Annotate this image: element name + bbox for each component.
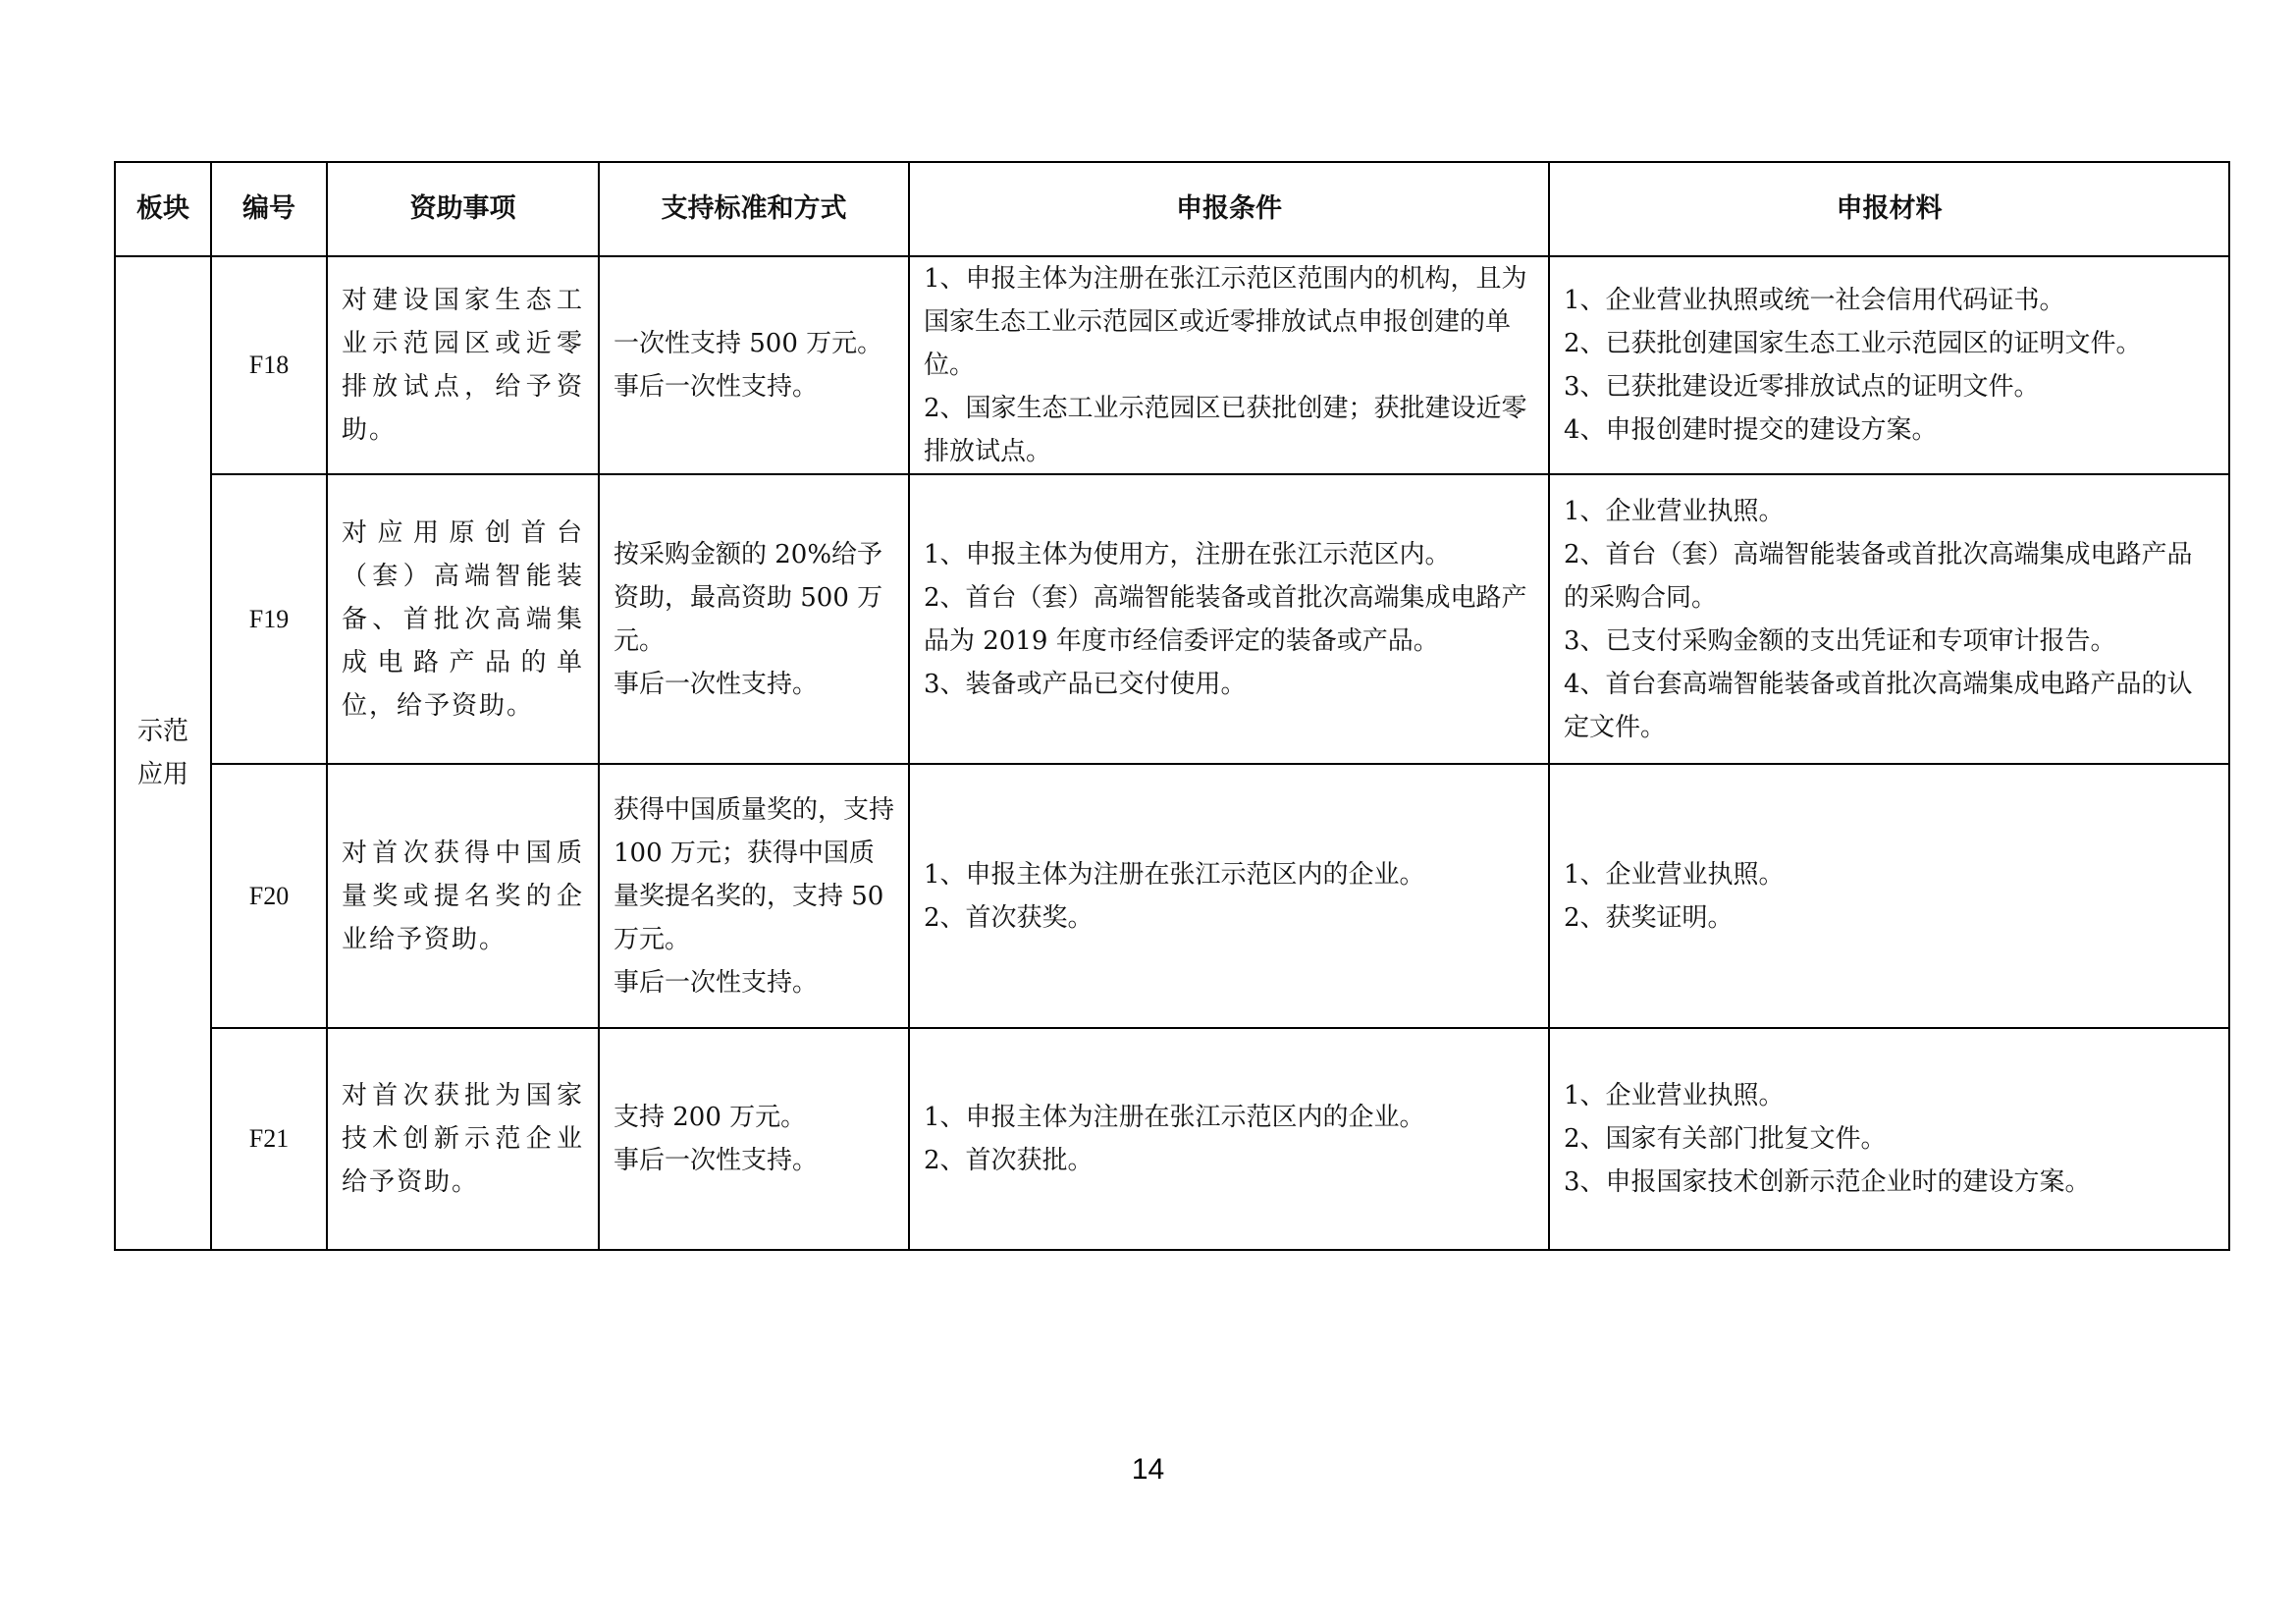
table-row bbox=[115, 256, 2229, 474]
header-item: 资助事项 bbox=[327, 162, 599, 256]
condition-line: 3、装备或产品已交付使用。 bbox=[924, 669, 1247, 699]
standard-cell bbox=[599, 474, 909, 764]
standard-line: 事后一次性支持。 bbox=[614, 967, 819, 998]
material-line: 4、首台套高端智能装备或首批次高端集成电路产品的认定文件。 bbox=[1564, 669, 2193, 742]
condition-line: 2、国家生态工业示范园区已获批创建；获批建设近零排放试点。 bbox=[924, 394, 1527, 466]
header-materials: 申报材料 bbox=[1549, 162, 2229, 256]
materials-cell bbox=[1549, 1028, 2229, 1250]
materials-cell bbox=[1549, 764, 2229, 1028]
standard-cell bbox=[599, 1028, 909, 1250]
conditions-cell bbox=[909, 1028, 1549, 1250]
material-line: 3、已获批建设近零排放试点的证明文件。 bbox=[1564, 372, 2040, 402]
item-cell: 对首次获得中国质量奖或提名奖的企业给予资助。 bbox=[327, 764, 599, 1028]
page-number: 14 bbox=[1131, 1453, 1165, 1486]
standard-line: 获得中国质量奖的，支持 100 万元；获得中国质量奖提名奖的，支持 50 万元。 bbox=[614, 794, 895, 954]
header-conditions: 申报条件 bbox=[909, 162, 1549, 256]
table-row bbox=[115, 1028, 2229, 1250]
condition-line: 2、首次获批。 bbox=[924, 1146, 1094, 1175]
standard-line: 支持 200 万元。 bbox=[614, 1103, 807, 1132]
code-cell: F18 bbox=[211, 256, 327, 474]
material-line: 1、企业营业执照或统一社会信用代码证书。 bbox=[1564, 286, 2065, 315]
condition-line: 1、申报主体为注册在张江示范区内的企业。 bbox=[924, 859, 1425, 890]
material-line: 2、首台（套）高端智能装备或首批次高端集成电路产品的采购合同。 bbox=[1564, 539, 2193, 613]
table-row bbox=[115, 764, 2229, 1028]
table-header-row bbox=[115, 162, 2229, 256]
material-line: 1、企业营业执照。 bbox=[1564, 496, 1785, 526]
material-line: 1、企业营业执照。 bbox=[1564, 859, 1785, 890]
material-line: 2、国家有关部门批复文件。 bbox=[1564, 1124, 1887, 1154]
table-row bbox=[115, 474, 2229, 764]
standard-line: 事后一次性支持。 bbox=[614, 372, 819, 402]
standard-line: 事后一次性支持。 bbox=[614, 669, 819, 699]
material-line: 2、获奖证明。 bbox=[1564, 902, 1734, 933]
material-line: 3、申报国家技术创新示范企业时的建设方案。 bbox=[1564, 1167, 2091, 1197]
item-cell: 对应用原创首台（套）高端智能装备、首批次高端集成电路产品的单位，给予资助。 bbox=[327, 474, 599, 764]
standard-line: 按采购金额的 20%给予资助，最高资助 500 万元。 bbox=[614, 539, 883, 656]
sector-cell: 示范应用 bbox=[115, 256, 211, 1250]
material-line: 1、企业营业执照。 bbox=[1564, 1081, 1785, 1110]
materials-cell bbox=[1549, 256, 2229, 474]
condition-line: 1、申报主体为注册在张江示范区范围内的机构，且为国家生态工业示范园区或近零排放试点申报创建的单位。 bbox=[924, 264, 1527, 380]
standard-line: 一次性支持 500 万元。 bbox=[614, 329, 883, 358]
condition-line: 1、申报主体为使用方，注册在张江示范区内。 bbox=[924, 539, 1451, 569]
material-line: 3、已支付采购金额的支出凭证和专项审计报告。 bbox=[1564, 625, 2116, 656]
code-cell: F21 bbox=[211, 1028, 327, 1250]
conditions-cell bbox=[909, 256, 1549, 474]
materials-cell bbox=[1549, 474, 2229, 764]
material-line: 4、申报创建时提交的建设方案。 bbox=[1564, 415, 1938, 445]
conditions-cell bbox=[909, 474, 1549, 764]
funding-table bbox=[114, 161, 2230, 1251]
header-sector: 板块 bbox=[115, 162, 211, 256]
condition-line: 1、申报主体为注册在张江示范区内的企业。 bbox=[924, 1103, 1425, 1132]
condition-line: 2、首台（套）高端智能装备或首批次高端集成电路产品为 2019 年度市经信委评定的装备或产品。 bbox=[924, 582, 1527, 656]
item-cell: 对首次获批为国家技术创新示范企业给予资助。 bbox=[327, 1028, 599, 1250]
standard-line: 事后一次性支持。 bbox=[614, 1146, 819, 1175]
code-cell: F20 bbox=[211, 764, 327, 1028]
standard-cell bbox=[599, 256, 909, 474]
code-cell: F19 bbox=[211, 474, 327, 764]
condition-line: 2、首次获奖。 bbox=[924, 902, 1094, 933]
item-cell: 对建设国家生态工业示范园区或近零排放试点，给予资助。 bbox=[327, 256, 599, 474]
conditions-cell bbox=[909, 764, 1549, 1028]
standard-cell bbox=[599, 764, 909, 1028]
header-code: 编号 bbox=[211, 162, 327, 256]
header-standard: 支持标准和方式 bbox=[599, 162, 909, 256]
material-line: 2、已获批创建国家生态工业示范园区的证明文件。 bbox=[1564, 329, 2142, 358]
